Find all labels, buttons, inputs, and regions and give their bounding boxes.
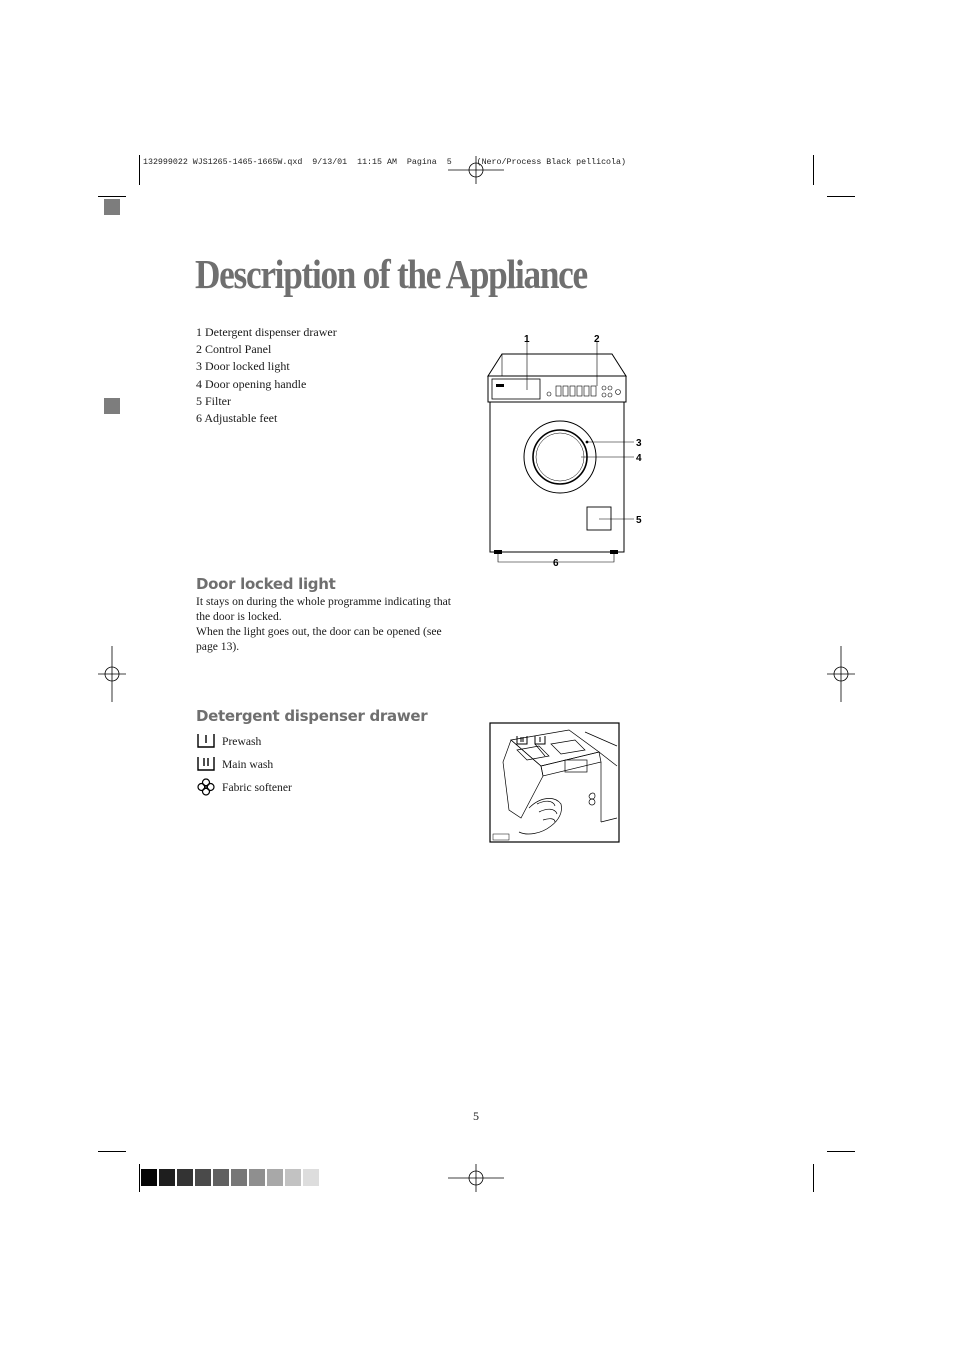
- callout-2: 2: [594, 334, 600, 345]
- color-swatch: [141, 1169, 157, 1186]
- crop-mark: [827, 196, 855, 197]
- color-swatch: [177, 1169, 193, 1186]
- margin-marker: [104, 199, 120, 215]
- color-swatch: [303, 1169, 319, 1186]
- registration-mark-icon: [448, 1164, 504, 1192]
- print-slug: 132999022 WJS1265-1465-1665W.qxd 9/13/01 11:15 AM Pagina 5 (Nero/Process Black pellicola): [143, 158, 626, 167]
- crop-mark: [827, 1151, 855, 1152]
- crop-mark: [139, 155, 140, 185]
- legend-prewash: [196, 732, 261, 750]
- page-number: 5: [473, 1109, 479, 1123]
- prewash-icon: [196, 732, 216, 750]
- legend-label: Main wash: [222, 757, 274, 771]
- color-swatch: [195, 1169, 211, 1186]
- main-wash-icon: [196, 755, 216, 773]
- crop-mark: [139, 1164, 140, 1192]
- color-swatch: [213, 1169, 229, 1186]
- crop-mark: [813, 1164, 814, 1192]
- list-item: 1 Detergent dispenser drawer: [196, 325, 337, 339]
- page-title: Description of the Appliance: [195, 251, 587, 297]
- callout-1: 1: [524, 334, 530, 345]
- registration-mark-icon: [827, 646, 855, 702]
- registration-mark-icon: [98, 646, 126, 702]
- door-locked-light-heading: Door locked light: [196, 575, 336, 593]
- registration-mark-icon: [448, 156, 504, 184]
- legend-fabric-softener: [196, 778, 292, 796]
- color-swatch: [159, 1169, 175, 1186]
- callout-5: 5: [636, 515, 642, 526]
- callout-4: 4: [636, 453, 642, 464]
- color-swatch: [285, 1169, 301, 1186]
- color-swatch: [249, 1169, 265, 1186]
- list-item: 6 Adjustable feet: [196, 411, 278, 426]
- legend-main-wash: [196, 755, 273, 773]
- legend-label: Prewash: [222, 734, 262, 748]
- callout-6: 6: [553, 558, 559, 569]
- list-item: 5 Filter: [196, 393, 231, 408]
- color-swatch: [231, 1169, 247, 1186]
- parts-list: [196, 324, 337, 427]
- fabric-softener-icon: [196, 778, 216, 796]
- crop-mark: [98, 196, 126, 197]
- crop-mark: [98, 1151, 126, 1152]
- washing-machine-diagram: [480, 328, 652, 572]
- margin-marker: [104, 398, 120, 414]
- detergent-drawer-heading: Detergent dispenser drawer: [196, 707, 428, 725]
- list-item: 2 Control Panel: [196, 342, 272, 357]
- list-item: 3 Door locked light: [196, 359, 290, 374]
- list-item: 4 Door opening handle: [196, 376, 307, 391]
- door-locked-light-text: It stays on during the whole programme indicating that the door is locked. When the light goes out, the door can be opened (see page 13).: [196, 595, 452, 653]
- crop-mark: [813, 155, 814, 185]
- legend-label: Fabric softener: [222, 780, 292, 794]
- dispenser-drawer-illustration: [489, 722, 621, 844]
- callout-3: 3: [636, 438, 642, 449]
- print-color-bar: [141, 1169, 321, 1186]
- color-swatch: [267, 1169, 283, 1186]
